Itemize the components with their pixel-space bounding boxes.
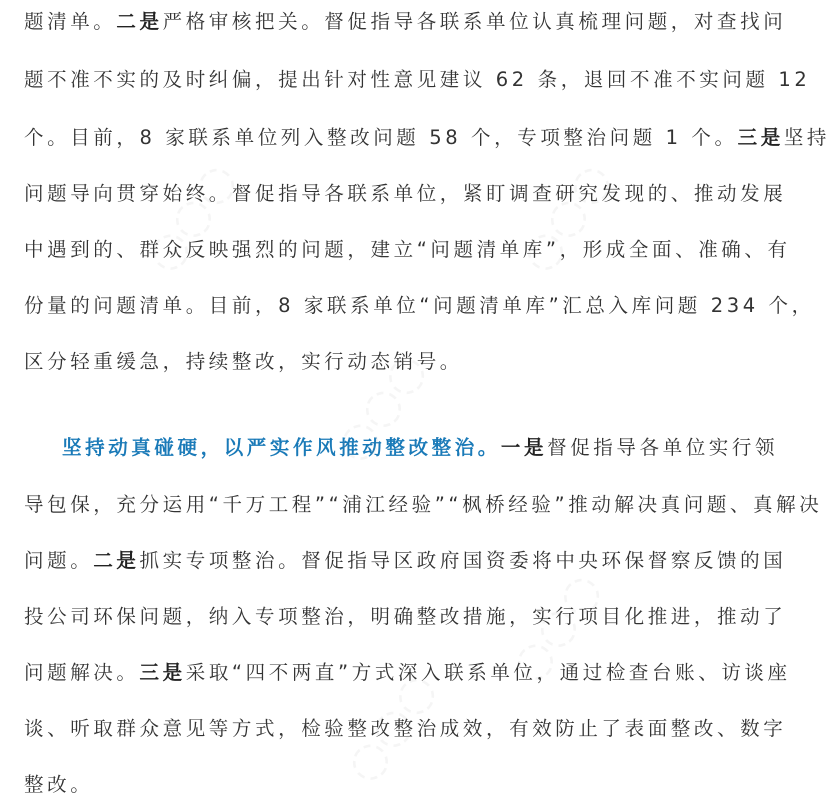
text-segment: 抓实专项整治。督促指导区政府国资委将中央环保督察反馈的国: [139, 549, 787, 572]
text-line: [62, 433, 779, 463]
text-segment: 问题解决。: [24, 661, 140, 684]
text-segment: 区分轻重缓急，持续整改，实行动态销号。: [24, 350, 463, 373]
text-segment: 督促指导各单位实行领: [547, 436, 779, 459]
ordinal-marker: 三是: [737, 126, 784, 149]
ordinal-marker: 二是: [116, 10, 163, 33]
text-segment: 问题。: [24, 549, 94, 572]
text-segment: 问题导向贯穿始终。督促指导各联系单位，紧盯调查研究发现的、推动发展: [24, 182, 787, 205]
text-line: [24, 490, 823, 520]
text-segment: 整改。: [24, 773, 94, 796]
text-segment: 谈、听取群众意见等方式，检验整改整治成效，有效防止了表面整改、数字: [24, 717, 787, 740]
watermark-mark: ◌◌◌: [498, 562, 612, 692]
text-segment: 中遇到的、群众反映强烈的问题，建立“问题清单库”，形成全面、准确、有: [24, 238, 791, 261]
text-segment: 坚持: [783, 126, 830, 149]
text-line: [24, 546, 787, 576]
text-line: [24, 65, 811, 95]
text-segment: 导包保，充分运用“千万工程”“浦江经验”“枫桥经验”推动解决真问题、真解决: [24, 493, 823, 516]
text-line: [24, 714, 787, 744]
text-segment: 题清单。: [24, 10, 117, 33]
text-line: [24, 770, 776, 800]
ordinal-marker: 二是: [93, 549, 140, 572]
text-segment: 份量的问题清单。目前，8 家联系单位“问题清单库”汇总入库问题 234 个，: [24, 294, 815, 317]
text-segment: 投公司环保问题，纳入专项整治，明确整改措施，实行项目化推进，推动了: [24, 605, 787, 628]
text-line: [24, 291, 815, 321]
text-line: [24, 347, 776, 377]
ordinal-marker: 一是: [500, 436, 548, 459]
text-line: [24, 235, 791, 265]
text-segment: 题不准不实的及时纠偏，提出针对性意见建议 62 条，退回不准不实问题 12: [24, 68, 811, 91]
text-line: [24, 7, 787, 37]
watermark-mark: ◌◌◌: [333, 662, 447, 792]
text-segment: 个。目前，8 家联系单位列入整改问题 58 个，专项整治问题 1 个。: [24, 126, 738, 149]
section-heading: 坚持动真碰硬，以严实作风推动整改整治。: [62, 436, 501, 459]
watermark-mark: ◌◌◌: [323, 342, 437, 472]
text-line: [24, 123, 830, 153]
watermark-mark: ◌◌◌: [133, 152, 247, 282]
text-line: [24, 602, 787, 632]
ordinal-marker: 三是: [139, 661, 186, 684]
text-segment: 严格审核把关。督促指导各联系单位认真梳理问题，对查找问: [162, 10, 787, 33]
text-line: [24, 179, 787, 209]
watermark-mark: ◌◌◌: [508, 152, 622, 282]
text-segment: 采取“四不两直”方式深入联系单位，通过检查台账、访谈座: [185, 661, 791, 684]
text-line: [24, 658, 791, 688]
